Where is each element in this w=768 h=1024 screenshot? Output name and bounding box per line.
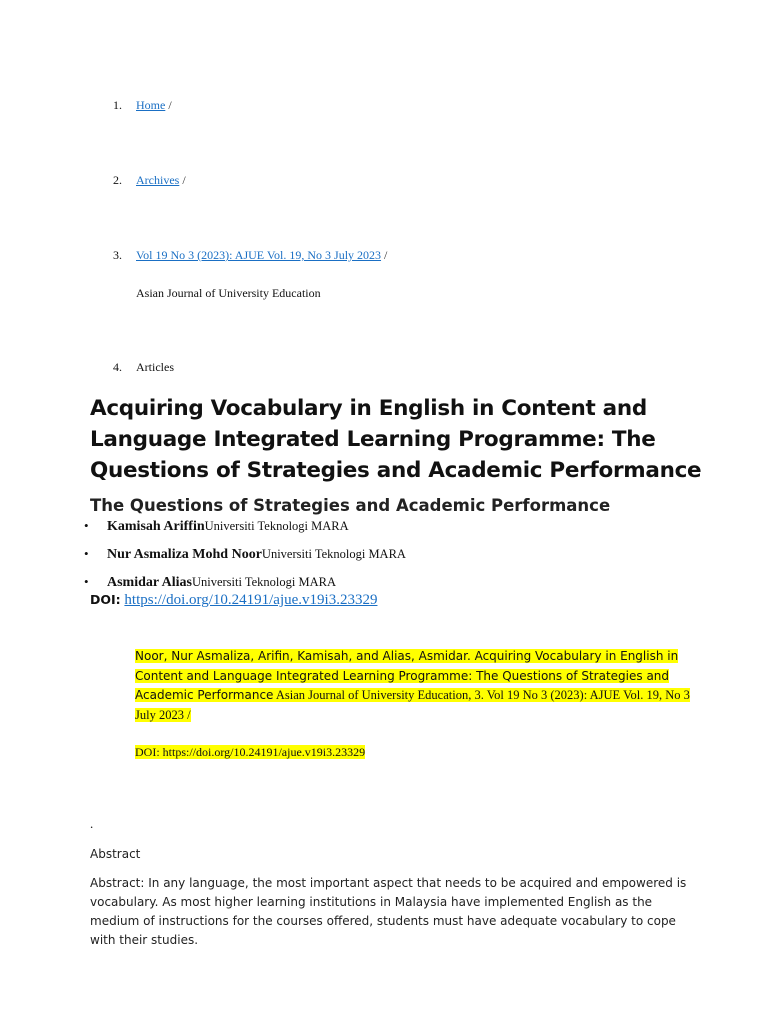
home-link[interactable]: Home xyxy=(136,98,166,112)
citation-text: Noor, Nur Asmaliza, Arifin, Kamisah, and Alias, Asmidar. Acquiring Vocabulary in English in Content and Language Integrated Learning Programme: The Questions of Strategies and Academic Performance xyxy=(135,649,679,702)
breadcrumb-separator: / xyxy=(182,173,186,187)
breadcrumb-separator: / xyxy=(384,248,388,262)
doi-row xyxy=(90,591,377,609)
author-name: Asmidar Alias xyxy=(107,575,192,590)
doi-link[interactable]: https://doi.org/10.24191/ajue.v19i3.23329 xyxy=(124,592,378,608)
author-affiliation: Universiti Teknologi MARA xyxy=(204,519,349,533)
bullet-icon: • xyxy=(84,574,89,589)
author-name: Kamisah Ariffin xyxy=(107,519,205,534)
archives-link[interactable]: Archives xyxy=(136,173,180,187)
abstract-heading: Abstract xyxy=(90,847,141,861)
breadcrumb-number: 4. xyxy=(113,360,122,374)
bullet-icon: • xyxy=(84,518,89,533)
article-title: Acquiring Vocabulary in English in Content and Language Integrated Learning Programme: The Questions of Strategies and Academic Performance xyxy=(90,396,702,483)
separator-dot: . xyxy=(90,816,94,831)
breadcrumb-number: 1. xyxy=(113,98,122,112)
author-item xyxy=(0,516,768,536)
breadcrumb-number: 2. xyxy=(113,173,122,187)
doi-label: DOI: xyxy=(90,592,121,607)
citation-source: Asian Journal of University Education, 3. Vol 19 No 3 (2023): AJUE Vol. 19, No 3 July 2023 / xyxy=(135,688,690,722)
journal-name: Asian Journal of University Education xyxy=(136,286,321,300)
breadcrumb-current: Articles xyxy=(136,360,174,374)
breadcrumb-separator: / xyxy=(168,98,172,112)
citation-doi xyxy=(135,744,365,760)
citation-doi-text: DOI: https://doi.org/10.24191/ajue.v19i3.23329 xyxy=(135,745,366,759)
author-item xyxy=(0,544,768,564)
citation-block xyxy=(135,647,695,725)
abstract-text: Abstract: In any language, the most important aspect that needs to be acquired and empowered is vocabulary. As most higher learning institutions in Malaysia have implemented English as the medium of instructions for the courses offered, students must have adequate vocabulary to cope with their studies. xyxy=(90,876,687,947)
author-affiliation: Universiti Teknologi MARA xyxy=(261,547,406,561)
author-name: Nur Asmaliza Mohd Noor xyxy=(107,547,262,562)
bullet-icon: • xyxy=(84,546,89,561)
breadcrumb-number: 3. xyxy=(113,248,122,262)
author-affiliation: Universiti Teknologi MARA xyxy=(191,575,336,589)
author-item xyxy=(0,572,768,592)
article-subtitle: The Questions of Strategies and Academic Performance xyxy=(90,496,611,515)
issue-link[interactable]: Vol 19 No 3 (2023): AJUE Vol. 19, No 3 July 2023 xyxy=(136,248,382,262)
